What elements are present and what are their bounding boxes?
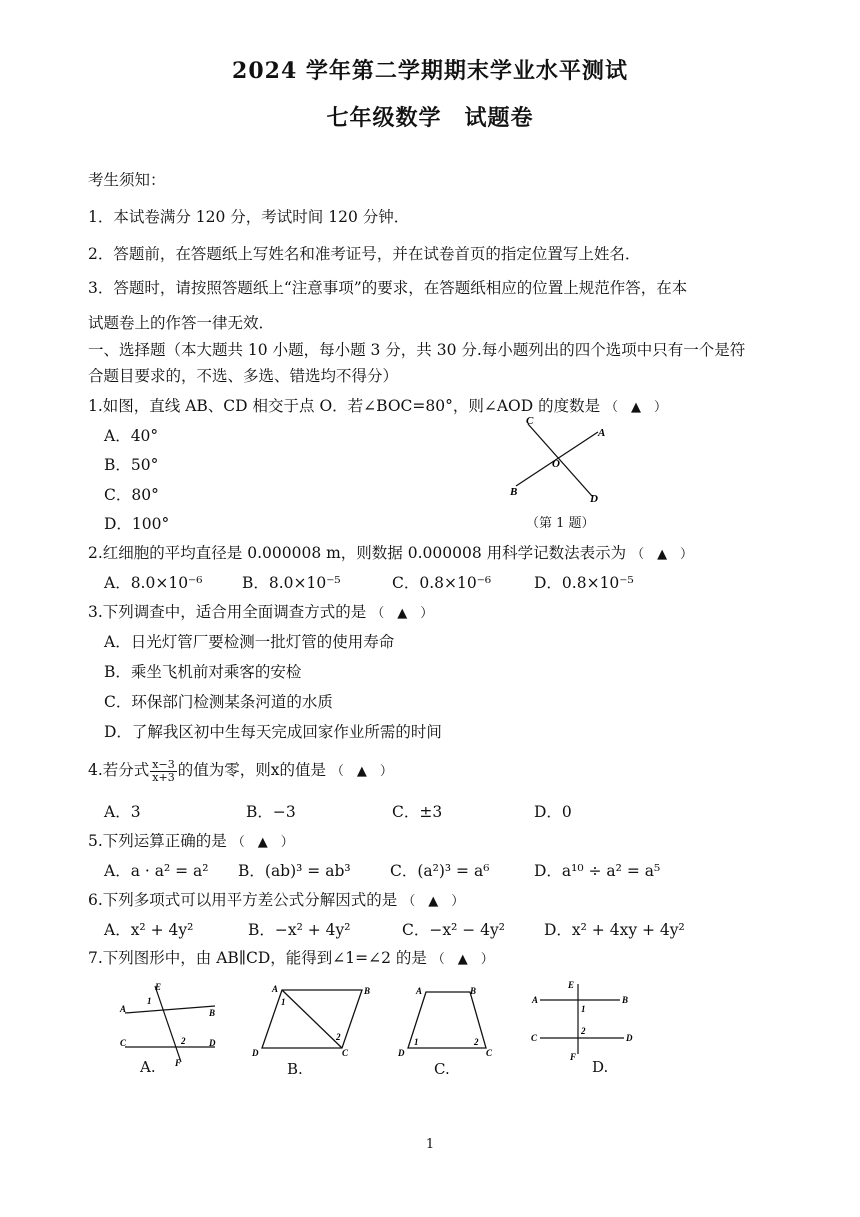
q3-answer-mark: （ ▲ ） [371, 606, 434, 621]
q4-option-d: D．0 [534, 803, 572, 821]
q2-stem: 2.红细胞的平均直径是 0.000008 m，则数据 0.000008 用科学记数法表示为 [88, 544, 627, 562]
svg-text:A: A [272, 984, 279, 994]
svg-text:B: B [364, 986, 370, 996]
q1-option-b: B．50° [104, 456, 159, 474]
q7-caption-a: A. [140, 1058, 156, 1076]
exam-subtitle: 七年级数学 试题卷 [326, 105, 534, 131]
q3-option-d: D．了解我区初中生每天完成回家作业所需的时间 [104, 723, 442, 741]
q5-stem: 5.下列运算正确的是 [88, 832, 227, 850]
q5-answer-mark: （ ▲ ） [231, 835, 294, 850]
q1-option-a: A．40° [104, 427, 159, 445]
svg-text:2: 2 [474, 1037, 479, 1047]
q7-answer-mark: （ ▲ ） [431, 952, 494, 967]
svg-text:A: A [416, 986, 423, 996]
q1-label-b: B [510, 486, 518, 498]
svg-text:B: B [470, 986, 477, 996]
svg-text:D: D [252, 1048, 259, 1058]
q6-answer-mark: （ ▲ ） [402, 894, 465, 909]
q1-label-o: O [552, 458, 560, 470]
q7-figure-d [528, 978, 638, 1064]
q7-caption-b: B. [287, 1060, 303, 1078]
svg-text:A: A [120, 1004, 127, 1014]
q1-label-c: C [526, 415, 534, 427]
svg-text:F: F [570, 1052, 577, 1062]
q1-answer-mark: （ ▲ ） [605, 400, 668, 415]
q1-line-cd [528, 424, 592, 496]
notice-heading: 考生须知： [88, 171, 166, 189]
q3-stem: 3.下列调查中，适合用全面调查方式的是 [88, 603, 367, 621]
q7-figure-a [115, 980, 225, 1070]
q4-option-c: C．±3 [392, 803, 443, 821]
q7a-line-ab [125, 1006, 215, 1013]
q7-stem-line [88, 946, 494, 968]
exam-title: 2024 学年第二学期期末学业水平测试 [232, 58, 628, 84]
q6-option-d: D．x² + 4xy + 4y² [544, 921, 685, 939]
q3-option-a: A．日光灯管厂要检测一批灯管的使用寿命 [104, 633, 395, 651]
page-number: 1 [425, 1137, 435, 1152]
svg-text:F: F [175, 1058, 182, 1068]
q1-label-a: A [598, 427, 606, 439]
svg-text:2: 2 [181, 1036, 186, 1046]
q5-option-c: C．(a²)³ = a⁶ [390, 862, 490, 880]
q4-answer-mark: （ ▲ ） [330, 764, 393, 779]
q7-caption-c: C. [434, 1060, 450, 1078]
svg-text:A: A [532, 995, 539, 1005]
q4-option-a: A．3 [104, 803, 141, 821]
q6-stem-line [88, 888, 464, 910]
q7-stem: 7.下列图形中，由 AB∥CD，能得到∠1=∠2 的是 [88, 949, 427, 967]
q4-stem-after: 的值为零，则x的值是 [177, 761, 326, 779]
svg-text:D: D [626, 1033, 633, 1043]
q2-option-c: C．0.8×10⁻⁶ [392, 574, 492, 592]
q2-option-a: A．8.0×10⁻⁶ [104, 574, 203, 592]
svg-text:C: C [120, 1038, 127, 1048]
notice-item-1: 1．本试卷满分 120 分，考试时间 120 分钟． [88, 208, 410, 226]
section-heading-a: 一、选择题（本大题共 10 小题，每小题 3 分，共 30 分.每小题列出的四个选项中只有一个是符 [88, 341, 746, 359]
svg-text:2: 2 [581, 1026, 586, 1036]
svg-text:B: B [209, 1008, 216, 1018]
q2-stem-line [88, 541, 693, 563]
svg-text:B: B [622, 995, 629, 1005]
svg-text:1: 1 [581, 1004, 586, 1014]
q6-option-c: C．−x² − 4y² [402, 921, 505, 939]
q7-caption-d: D. [592, 1058, 609, 1076]
q5-stem-line [88, 829, 294, 851]
q4-stem-before: 4.若分式 [88, 761, 150, 779]
q6-option-b: B．−x² + 4y² [248, 921, 351, 939]
q4-stem-line [88, 758, 393, 784]
svg-text:C: C [486, 1048, 493, 1058]
q4-fraction-numerator: x−3 [152, 757, 175, 771]
q4-fraction-denominator: x+3 [152, 770, 175, 784]
svg-text:D: D [398, 1048, 405, 1058]
q2-option-d: D．0.8×10⁻⁵ [534, 574, 634, 592]
q4-fraction [150, 759, 176, 784]
q6-stem: 6.下列多项式可以用平方差公式分解因式的是 [88, 891, 398, 909]
svg-text:C: C [342, 1048, 349, 1058]
notice-item-3b: 试题卷上的作答一律无效． [88, 314, 275, 332]
q7-figure-b [250, 980, 370, 1060]
q5-option-d: D．a¹⁰ ÷ a² = a⁵ [534, 862, 661, 880]
q7-figure-c [394, 982, 504, 1062]
q3-option-c: C．环保部门检测某条河道的水质 [104, 693, 333, 711]
q2-answer-mark: （ ▲ ） [631, 547, 694, 562]
notice-item-2: 2．答题前，在答题纸上写姓名和准考证号，并在试卷首页的指定位置写上姓名． [88, 245, 641, 263]
svg-text:D: D [209, 1038, 216, 1048]
q1-label-d: D [590, 493, 598, 505]
notice-item-3a: 3．答题时，请按照答题纸上“注意事项”的要求，在答题纸相应的位置上规范作答，在本 [88, 279, 688, 297]
q1-stem: 1.如图，直线 AB、CD 相交于点 O．若∠BOC=80°，则∠AOD 的度数是 [88, 397, 601, 415]
q1-figure [500, 412, 620, 512]
q1-option-c: C．80° [104, 486, 159, 504]
q2-option-b: B．8.0×10⁻⁵ [242, 574, 341, 592]
q5-option-a: A．a · a² = a² [104, 862, 209, 880]
svg-text:1: 1 [281, 997, 286, 1007]
svg-text:2: 2 [336, 1032, 341, 1042]
q3-stem-line [88, 600, 433, 622]
svg-text:1: 1 [414, 1037, 419, 1047]
q7b-diagonal [282, 990, 342, 1048]
q1-figure-caption: （第 1 题） [526, 516, 595, 531]
q6-option-a: A．x² + 4y² [104, 921, 194, 939]
q4-option-b: B．−3 [246, 803, 296, 821]
svg-text:E: E [568, 980, 575, 990]
svg-text:C: C [531, 1033, 538, 1043]
q7a-line-ef [155, 986, 181, 1062]
q1-option-d: D．100° [104, 515, 170, 533]
svg-text:E: E [155, 982, 162, 992]
q3-option-b: B．乘坐飞机前对乘客的安检 [104, 663, 302, 681]
q5-option-b: B．(ab)³ = ab³ [238, 862, 351, 880]
svg-text:1: 1 [147, 996, 152, 1006]
section-heading-b: 合题目要求的，不选、多选、错选均不得分） [88, 367, 399, 385]
